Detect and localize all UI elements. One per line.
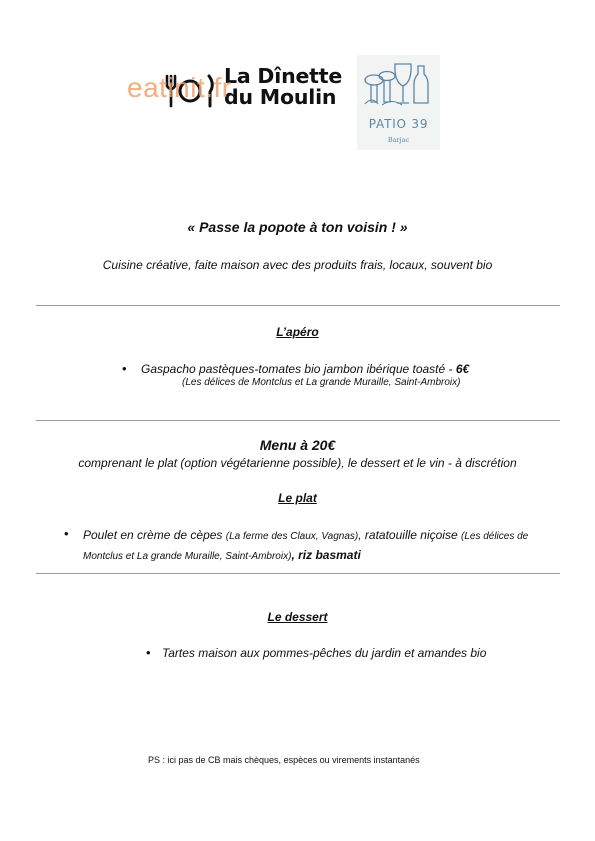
- plat-item: [83, 526, 563, 566]
- plat-bullet: •: [64, 526, 69, 541]
- dinette-logo-text: [224, 66, 342, 108]
- patio-town: Barjac: [387, 136, 410, 144]
- plat-title: Le plat: [278, 491, 317, 505]
- patio-illustration-icon: [362, 58, 435, 112]
- apero-item-price: 6€: [455, 362, 470, 376]
- dessert-item: Tartes maison aux pommes-pêches du jardin et amandes bio: [162, 646, 487, 660]
- plat-note-2b: Montclus et La grande Muraille, Saint-Ambroix): [83, 551, 292, 562]
- plat-part-3: , riz basmati: [291, 548, 361, 562]
- menu-title: Menu à 20€: [259, 437, 336, 453]
- patio-name: PATIO 39: [368, 117, 429, 131]
- plat-note-2a: (Les délices de: [460, 531, 529, 542]
- divider-3: [36, 573, 560, 574]
- apero-title: L’apéro: [276, 325, 319, 339]
- slogan: « Passe la popote à ton voisin ! »: [187, 219, 408, 235]
- apero-item: [141, 362, 469, 376]
- divider-1: [36, 305, 560, 306]
- plat-part-1: Poulet en crème de cèpes: [83, 528, 226, 542]
- tagline: Cuisine créative, faite maison avec des produits frais, locaux, souvent bio: [102, 258, 493, 272]
- plat-note-1: (La ferme des Claux, Vagnas): [225, 531, 359, 542]
- watermark: eatinit.fr: [127, 72, 232, 103]
- dessert-title: Le dessert: [267, 610, 328, 624]
- divider-2: [36, 420, 560, 421]
- apero-item-text: Gaspacho pastèques-tomates bio jambon ibérique toasté -: [141, 362, 456, 376]
- menu-subtitle: comprenant le plat (option végétarienne possible), le dessert et le vin - à discrétion: [78, 456, 517, 470]
- apero-bullet: •: [122, 361, 127, 376]
- apero-item-note: (Les délices de Montclus et La grande Muraille, Saint-Ambroix): [182, 377, 461, 388]
- logo-line-2: du Moulin: [224, 85, 337, 109]
- ps-note: PS : ici pas de CB mais chèques, espèces ou virements instantanés: [148, 755, 420, 765]
- dessert-bullet: •: [146, 645, 151, 660]
- logo-line-1: La Dînette: [224, 64, 343, 88]
- plat-part-2: , ratatouille niçoise: [358, 528, 461, 542]
